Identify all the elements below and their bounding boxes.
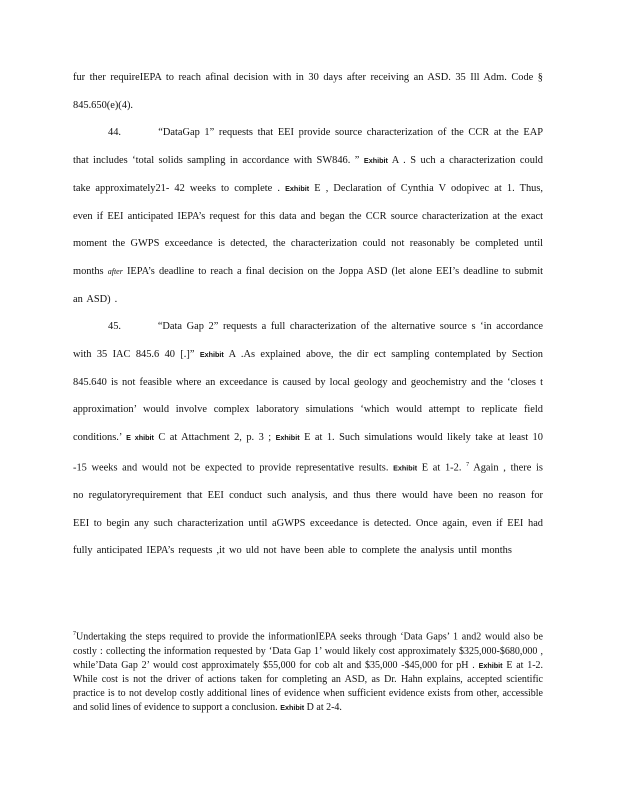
exhibit-reference: Exhibit [393,463,418,473]
paragraph-text: A .As explained above, the dir ect sampling contemplated by Section 845.640 is not feasible where an exceedance is caused by local geology and geochemistry and the ‘closes t approximation’ would involve complex laboratory simulations ‘which would attempt to replicate field conditions.’ [73,349,543,444]
exhibit-reference: Exhibit [478,660,503,670]
paragraph-text: Again , there is no regulatoryrequirement that EEI conduct such analysis, and thus there would have been no reason for EEI to begin any such characterization until aGWPS exceedance is detected. Once again, even if EEI had fully anticipated IEPA’s requests ,it wo uld not have been able to complete the analysis until months [73,462,543,557]
paragraph-text: “Data Gap 2” requests a full characterization of the alternative source s ‘in accordance with 35 IAC 845.6 40 [.]” [73,321,543,361]
paragraph-continuation [73,64,543,119]
body-text [73,64,543,565]
paragraph-number: 45. [108,321,121,333]
footnote-section [73,627,543,716]
paragraph-number: 44. [108,127,121,139]
paragraph-text: “DataGap 1” requests that EEI provide source characterization of the CCR at the EAP that includes ‘total solids sampling in accordance with SW846. ” [73,127,544,167]
paragraph-text: E , Declaration of Cynthia V odopivec at 1. Thus, even if EEI anticipated IEPA’s request for this data and began the CCR source characterization at the exact moment the GWPS exceedance is detected, the characterization could not reasonably be completed until months [73,182,543,277]
footnote-text: Undertaking the steps required to provide the informationIEPA seeks through ‘Data Gaps’ 1 and2 would also be costly : collecting the information requested by ‘Data Gap 1’ would likely cost approximately $325,000-$680,000 , while’Data Gap 2’ would cost approximately $55,000 for cob alt and $35,000 -$45,000 for pH . [73,631,543,671]
continuation-text: fur ther requireIEPA to reach afinal decision with in 30 days after receiving an ASD. 35 Ill Adm. Code § 845.650(e)(4). [73,72,543,111]
footnote-7 [73,627,543,716]
exhibit-reference: Exhibit [285,183,310,193]
footnote-marker: 7 [73,631,76,637]
exhibit-reference: Exhibit [275,433,300,443]
exhibit-reference: E xhibit [126,433,154,443]
footnote-reference[interactable]: 7 [466,461,470,468]
footnote-text: E at 1-2. While cost is not the driver of actions taken for completing an ASD, as Dr. Hahn explains, accepted scientific practice is to not develop costly additional lines of evidence when sufficient evidence exists from other, accessible and solid lines of evidence to support a conclusion. [73,659,544,714]
paragraph-text: E at 1. Such simulations would likely take at least 10 -15 weeks and would not be expected to provide representative results. [73,432,543,474]
paragraph-text: C at Attachment 2, p. 3 ; [158,432,272,444]
exhibit-reference: Exhibit [199,350,224,360]
emphasis-after: after [107,266,123,276]
paragraph-45 [73,313,543,565]
exhibit-reference: Exhibit [280,703,305,713]
footnote-text: D at 2-4. [306,702,342,714]
paragraph-text: IEPA’s deadline to reach a final decision on the Joppa ASD (let alone EEI’s deadline to submit an ASD) . [73,265,543,305]
paragraph-44 [73,119,543,313]
exhibit-reference: Exhibit [363,156,388,166]
paragraph-text: A . S uch a characterization could take approximately21- 42 weeks to complete . [73,155,543,194]
paragraph-text: E at 1-2. [421,462,462,474]
